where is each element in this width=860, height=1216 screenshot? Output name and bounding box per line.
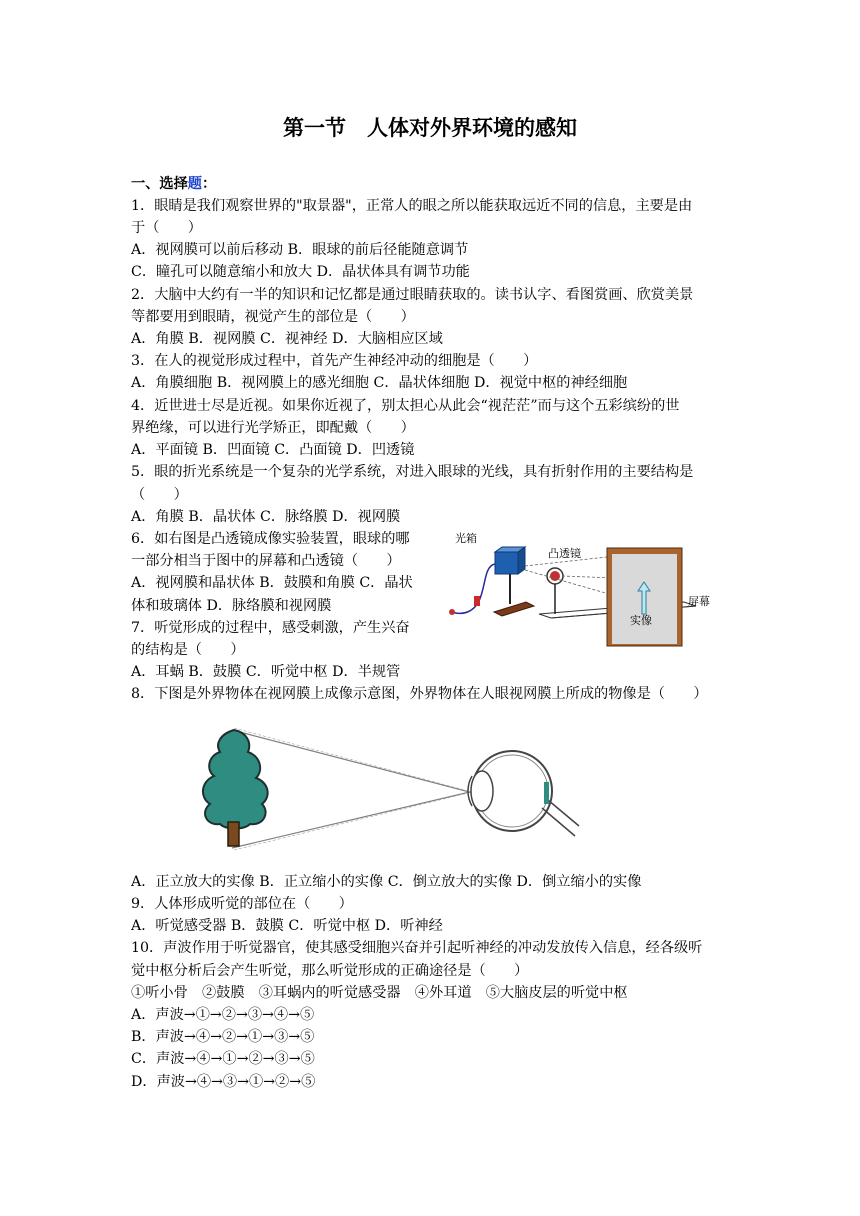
retina-image (544, 782, 549, 804)
section-colon: ： (201, 176, 217, 192)
q6-stem-cont: 一部分相当于图中的屏幕和凸透镜（ ） (131, 553, 401, 569)
q10-stem: 10．声波作用于听觉器官，使其感受细胞兴奋并引起听神经的冲动发放传入信息，经各级听 (131, 940, 703, 956)
q1-options-cd: C．瞳孔可以随意缩小和放大 D．晶状体具有调节功能 (131, 264, 470, 280)
section-label: 一、选择 (131, 176, 188, 192)
q7-stem: 7．听觉形成的过程中，感受刺激，产生兴奋 (131, 620, 410, 636)
q5-stem: 5．眼的折光系统是一个复杂的光学系统，对进入眼球的光线，具有折射作用的主要结构是 (131, 464, 694, 480)
q4-stem: 4．近世进士尽是近视。如果你近视了，别太担心从此会“视茫茫”而与这个五彩缤纷的世 (131, 398, 680, 414)
q9-options: A．听觉感受器 B．鼓膜 C．听觉中枢 D．听神经 (131, 918, 443, 934)
eye-imaging-figure (190, 716, 580, 854)
q4-options: A．平面镜 B．凹面镜 C．凸面镜 D．凹透镜 (131, 442, 415, 458)
q1-options-ab: A．视网膜可以前后移动 B．眼球的前后径能随意调节 (131, 242, 469, 258)
q8-stem: 8．下图是外界物体在视网膜上成像示意图，外界物体在人眼视网膜上所成的物像是（ ） (131, 686, 708, 702)
q1-stem-cont: 于（ ） (131, 220, 202, 236)
q2-stem-cont: 等都要用到眼睛，视觉产生的部位是（ ） (131, 309, 415, 325)
section-link[interactable]: 题 (187, 176, 202, 192)
q10-option-c: C．声波→④→①→②→③→⑤ (131, 1051, 315, 1067)
q2-stem: 2．大脑中大约有一半的知识和记忆都是通过眼睛获取的。读书认字、看图赏画、欣赏美景 (131, 287, 694, 303)
q6-options-cont: 体和玻璃体 D．脉络膜和视网膜 (131, 598, 332, 614)
label-lightbox: 光箱 (455, 532, 477, 545)
q10-option-b: B．声波→④→②→①→③→⑤ (131, 1029, 315, 1045)
page-title: 第一节 人体对外界环境的感知 (283, 116, 577, 140)
q5-stem-cont: （ ） (131, 487, 188, 503)
q1-stem: 1．眼睛是我们观察世界的"取景器"，正常人的眼之所以能获取远近不同的信息，主要是由 (131, 198, 693, 214)
tree (203, 730, 268, 829)
label-screen: 屏幕 (688, 595, 710, 608)
q10-option-d: D．声波→④→③→①→②→⑤ (131, 1074, 316, 1090)
q9-stem: 9．人体形成听觉的部位在（ ） (131, 896, 353, 912)
light-box (495, 552, 518, 574)
tree-trunk (228, 822, 239, 846)
eye-lens (471, 771, 493, 811)
label-lens: 凸透镜 (548, 547, 581, 560)
q2-options: A．角膜 B．视网膜 C．视神经 D．大脑相应区域 (131, 331, 443, 347)
section-heading (131, 173, 216, 195)
lens-experiment-figure (444, 526, 722, 648)
q4-stem-cont: 界绝缘，可以进行光学矫正，即配戴（ ） (131, 420, 415, 436)
q10-option-a: A．声波→①→②→③→④→⑤ (131, 1007, 315, 1023)
label-image: 实像 (630, 614, 652, 627)
q3-options: A．角膜细胞 B．视网膜上的感光细胞 C．晶状体细胞 D．视觉中枢的神经细胞 (131, 375, 628, 391)
q7-options: A．耳蜗 B．鼓膜 C．听觉中枢 D．半规管 (131, 664, 401, 680)
q10-stem-cont: 觉中枢分析后会产生听觉，那么听觉形成的正确途径是（ ） (131, 963, 529, 979)
q7-stem-cont: 的结构是（ ） (131, 642, 245, 658)
q8-options: A．正立放大的实像 B．正立缩小的实像 C．倒立放大的实像 D．倒立缩小的实像 (131, 874, 642, 890)
q3-stem: 3．在人的视觉形成过程中，首先产生神经冲动的细胞是（ ） (131, 353, 538, 369)
q5-options: A．角膜 B．晶状体 C．脉络膜 D．视网膜 (131, 509, 401, 525)
q6-options: A．视网膜和晶状体 B．鼓膜和角膜 C．晶状 (131, 575, 413, 591)
q10-items: ①听小骨 ②鼓膜 ③耳蜗内的听觉感受器 ④外耳道 ⑤大脑皮层的听觉中枢 (131, 985, 628, 1001)
q6-stem: 6．如右图是凸透镜成像实验装置，眼球的哪 (131, 531, 410, 547)
